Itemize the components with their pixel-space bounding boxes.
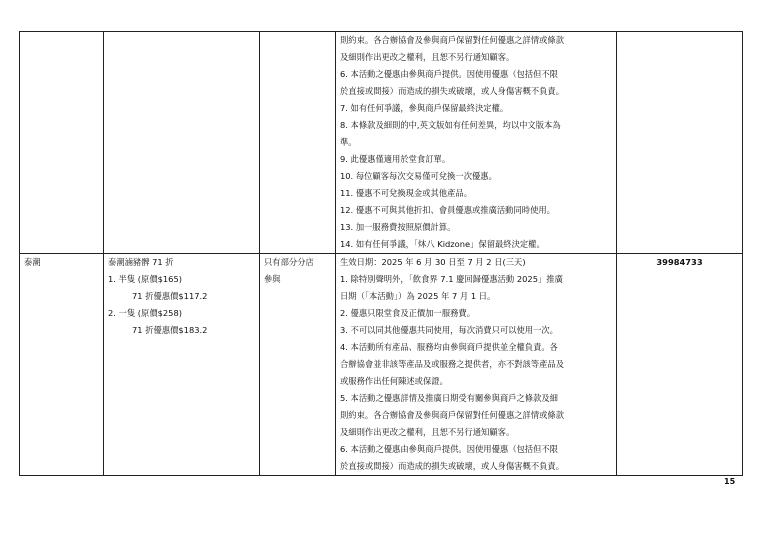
term-line: 9. 此優惠僅適用於堂食訂單。 (340, 154, 451, 164)
branches-cell (260, 32, 336, 254)
table-row-continuation (20, 32, 743, 254)
term-line: 6. 本活動之優惠由參與商戶提供。因使用優惠（包括但不限 (340, 444, 558, 454)
term-line: 11. 優惠不可兌換現金或其他產品。 (340, 188, 472, 198)
term-line: 生效日期：2025 年 6 月 30 日至 7 月 2 日(三天) (340, 257, 526, 267)
term-line: 12. 優惠不可與其他折扣、會員優惠或推廣活動同時使用。 (340, 205, 555, 215)
offer-cell (104, 254, 260, 476)
term-line: 於直接或間接）而造成的損失或破壞，或人身傷害概不負責。 (340, 461, 565, 471)
term-line: 8. 本條款及細則的中,英文版如有任何差異，均以中文版本為 (340, 120, 561, 130)
term-line: 準。 (340, 137, 357, 147)
page-number: 15 (724, 477, 736, 486)
term-line: 3. 不可以同其他優惠共同使用，每次消費只可以使用一次。 (340, 325, 558, 335)
term-line: 則約束。各合辦協會及參與商戶保留對任何優惠之詳情或條款 (340, 35, 565, 45)
term-line: 於直接或間接）而造成的損失或破壞，或人身傷害概不負責。 (340, 86, 565, 96)
term-line: 14. 如有任何爭議，「炑八 Kidzone」保留最終決定權。 (340, 239, 545, 249)
term-line: 及細則作出更改之權利，且恕不另行通知顧客。 (340, 427, 515, 437)
term-line: 6. 本活動之優惠由參與商戶提供。因使用優惠（包括但不限 (340, 69, 558, 79)
term-line: 4. 本活動所有產品、服務均由參與商戶提供並全權負責。各 (340, 342, 558, 352)
phone-cell (617, 254, 743, 476)
offer-item-price: 71 折優惠價$117.2 (132, 291, 208, 301)
term-line: 7. 如有任何爭議，參與商戶保留最終決定權。 (340, 103, 509, 113)
branches-cell (260, 254, 336, 476)
offer-title: 泰潮滷豬髀 71 折 (108, 257, 174, 267)
table-row (20, 254, 743, 476)
branches-text: 參與 (264, 274, 281, 284)
terms-cell (336, 32, 617, 254)
offers-table (19, 31, 743, 476)
offer-item-price: 71 折優惠價$183.2 (132, 325, 208, 335)
term-line: 5. 本活動之優惠詳情及推廣日期受有關參與商戶之條款及細 (340, 393, 558, 403)
branches-text: 只有部分分店 (264, 257, 314, 267)
offer-cell (104, 32, 260, 254)
term-line: 及細則作出更改之權利，且恕不另行通知顧客。 (340, 52, 515, 62)
term-line: 日期（「本活動」）為 2025 年 7 月 1 日。 (340, 291, 496, 301)
term-line: 2. 優惠只限堂食及正價加一服務費。 (340, 308, 476, 318)
offer-item-label: 1. 半隻 (原價$165) (108, 274, 182, 284)
phone-number: 39984733 (656, 257, 703, 267)
merchant-name: 泰潮 (24, 257, 41, 267)
phone-cell (617, 32, 743, 254)
term-line: 10. 每位顧客每次交易僅可兌換一次優惠。 (340, 171, 497, 181)
term-line: 或服務作出任何陳述或保證。 (340, 376, 448, 386)
merchant-cell (20, 254, 104, 476)
term-line: 1. 除特別聲明外，「飲食界 7.1 慶回歸優惠活動 2025」推廣 (340, 274, 563, 284)
offer-item-label: 2. 一隻 (原價$258) (108, 308, 182, 318)
term-line: 合辦協會並非該等產品及或服務之提供者，亦不對該等產品及 (340, 359, 565, 369)
term-line: 13. 加一服務費按照原價計算。 (340, 222, 456, 232)
terms-cell (336, 254, 617, 476)
term-line: 則約束。各合辦協會及參與商戶保留對任何優惠之詳情或條款 (340, 410, 565, 420)
merchant-cell (20, 32, 104, 254)
